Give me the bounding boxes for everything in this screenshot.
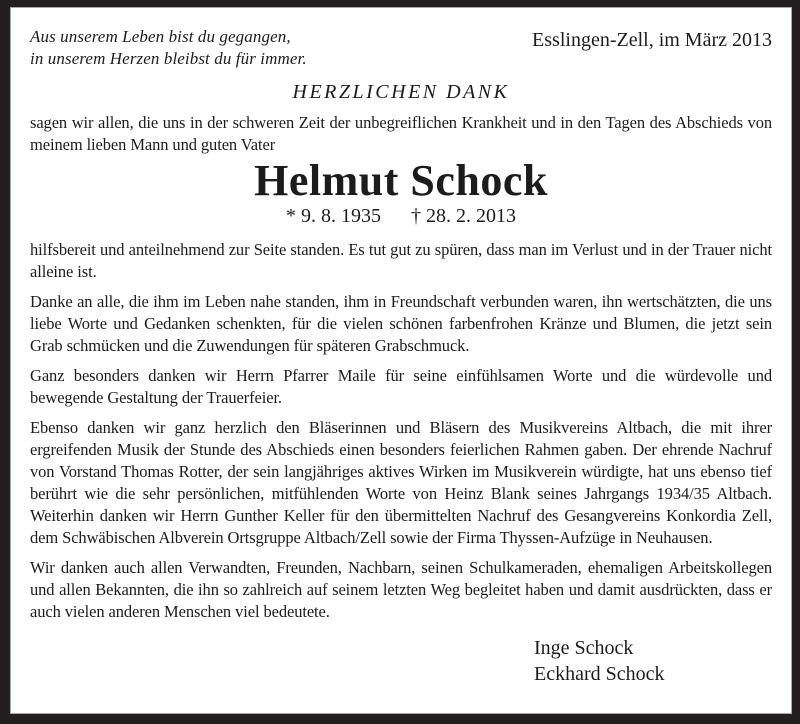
- signatures-block: [534, 635, 772, 687]
- paragraph-4: Ebenso danken wir ganz herzlich den Bläserinnen und Bläsern des Musikvereins Altbach, die mit ihrer ergreifenden Musik der Stunde des Abschieds einen besonders feierlichen Rahmen gaben. Der ehrende Nachruf von Vorstand Thomas Rotter, der sein langjähriges aktives Wirken im Musikverein würdigte, hat uns ebenso tief berührt wie die sehr persönlichen, mitfühlenden Worte von Heinz Blank seines Jahrgangs 1934/35 Altbach. Weiterhin danken wir Herrn Gunther Keller für den übermittelten Nachruf des Gesangvereins Konkordia Zell, dem Schwäbischen Albverein Ortsgruppe Altbach/Zell sowie der Firma Thyssen-Aufzüge in Neuhausen.: [30, 418, 772, 547]
- paragraph-1: hilfsbereit und anteilnehmend zur Seite standen. Es tut gut zu spüren, dass man im Verlust und in der Trauer nicht alleine ist.: [30, 240, 772, 281]
- epigraph: [30, 26, 307, 70]
- notice-header: [30, 26, 772, 70]
- epigraph-line-2: in unserem Herzen bleibst du für immer.: [30, 49, 307, 68]
- intro-text: sagen wir allen, die uns in der schweren Zeit der unbegreiflichen Krankheit und in den Tagen des Abschieds von meinem lieben Mann und guten Vater: [30, 113, 772, 154]
- death-date: † 28. 2. 2013: [411, 205, 516, 227]
- paragraph-2: Danke an alle, die ihm im Leben nahe standen, ihm in Freundschaft verbunden waren, ihn wertschätzten, die uns liebe Worte und Gedanken schenkten, für die vielen schönen farbenfrohen Kränze und Blumen, die jetzt sein Grab schmücken und die Zuwendungen für späteren Grabschmuck.: [30, 292, 772, 355]
- thanks-heading: HERZLICHEN DANK: [292, 81, 510, 103]
- obituary-notice-card: [10, 7, 792, 714]
- birth-date: * 9. 8. 1935: [286, 205, 381, 227]
- paragraph-5: Wir danken auch allen Verwandten, Freunden, Nachbarn, seinen Schulkameraden, ehemaligen Arbeitskollegen und allen Bekannten, die ihn so zahlreich auf seinem letzten Weg begleitet haben und damit ausdrückten, dass er auch vielen anderen Menschen viel bedeutete.: [30, 558, 772, 621]
- epigraph-line-1: Aus unserem Leben bist du gegangen,: [30, 27, 291, 46]
- notice-content: [11, 8, 791, 687]
- life-dates: [30, 205, 772, 227]
- deceased-name: Helmut Schock: [254, 156, 548, 205]
- signature-inge-schock: Inge Schock: [534, 637, 634, 659]
- paragraph-3: Ganz besonders danken wir Herrn Pfarrer Maile für seine einfühlsamen Worte und die würdevolle und bewegende Gestaltung der Trauerfeier.: [30, 366, 772, 407]
- signature-eckhard-schock: Eckhard Schock: [534, 663, 665, 685]
- dateline: Esslingen-Zell, im März 2013: [532, 29, 772, 51]
